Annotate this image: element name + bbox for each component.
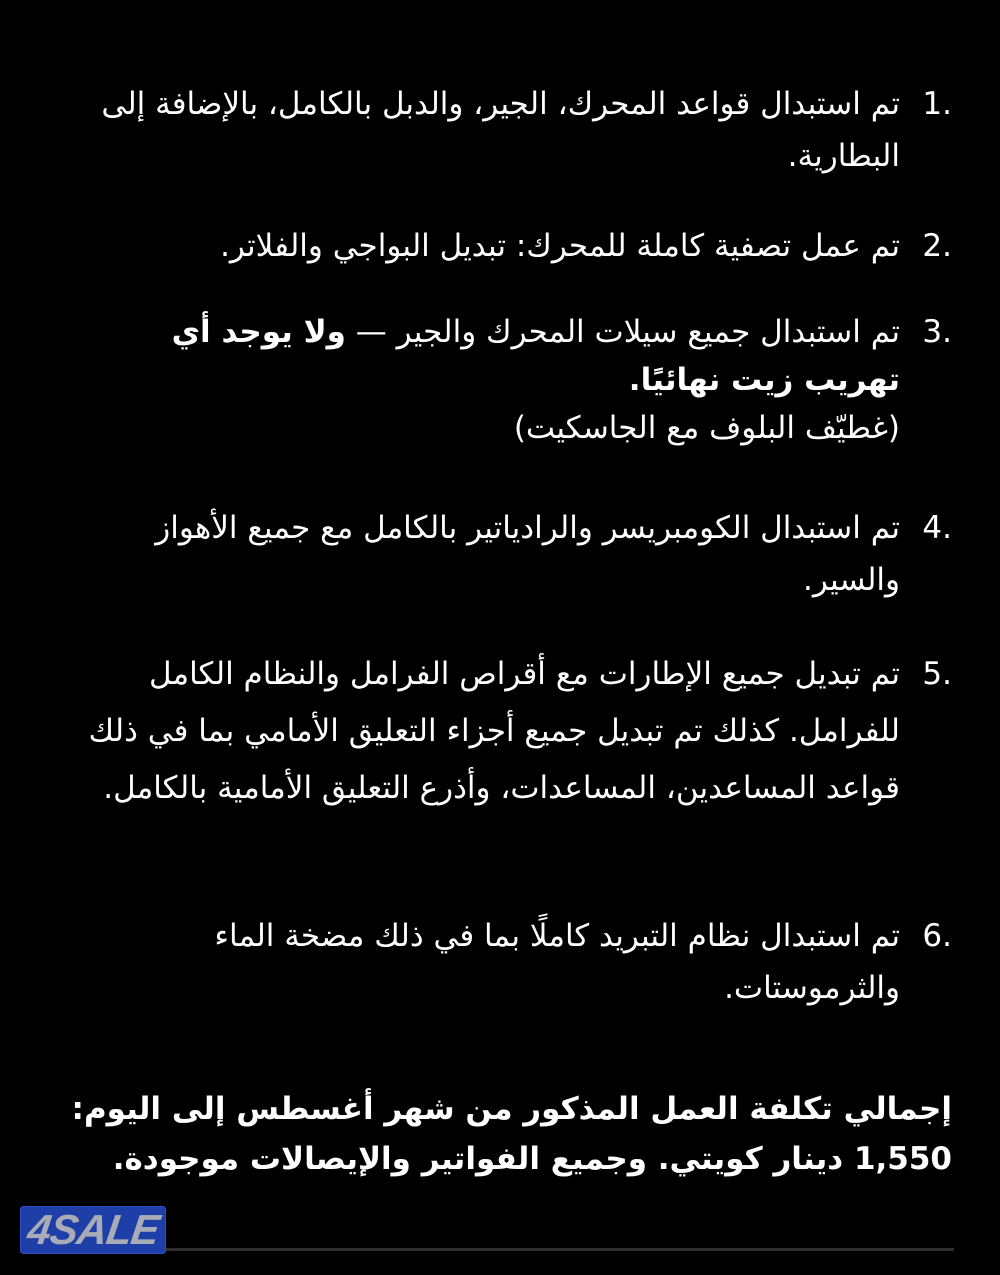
list-item-body (82, 308, 900, 452)
list-item-text: تم تبديل جميع الإطارات مع أقراص الفرامل والنظام الكامل للفرامل. كذلك تم تبديل جميع أجزاء التعليق الأمامي بما في ذلك قواعد المساعدين، المساعدات، وأذرع التعليق الأمامية بالكامل. (88, 656, 900, 806)
logo-text: 4SALE (24, 1206, 162, 1253)
list-number: 3. (922, 314, 952, 350)
total-cost-summary: إجمالي تكلفة العمل المذكور من شهر أغسطس إلى اليوم: 1,550 دينار كويتي. وجميع الفواتير والإيصالات موجودة. (71, 1091, 952, 1177)
list-item-note: (غطيّف البلوف مع الجاسكيت) (513, 410, 900, 446)
list-number: 5. (922, 656, 952, 692)
list-item-1 (82, 78, 952, 182)
divider (166, 1248, 954, 1251)
list-item-text: تم استبدال جميع سيلات المحرك والجير — (345, 314, 900, 350)
list-number: 1. (922, 86, 952, 122)
list-item-2 (82, 220, 952, 272)
list-item-text: تم استبدال الكومبريسر والرادياتير بالكامل مع جميع الأهواز والسير. (155, 510, 900, 598)
list-number: 4. (922, 510, 952, 546)
list-number: 2. (922, 228, 952, 264)
list-item-4 (82, 502, 952, 606)
list-item-bold-text: ولا يوجد أي تهريب زيت نهائيًا. (171, 314, 900, 398)
list-item-5 (82, 646, 952, 817)
list-item-text: تم استبدال قواعد المحرك، الجير، والدبل بالكامل، بالإضافة إلى البطارية. (101, 86, 900, 174)
list-item-text: تم عمل تصفية كاملة للمحرك: تبديل البواجي والفلاتر. (220, 228, 900, 264)
list-item-text: تم استبدال نظام التبريد كاملًا بما في ذلك مضخة الماء والثرموستات. (214, 918, 900, 1006)
4sale-watermark-logo (20, 1206, 166, 1254)
list-item-6 (42, 910, 952, 1014)
list-item-3 (82, 308, 952, 452)
list-number: 6. (922, 918, 952, 954)
